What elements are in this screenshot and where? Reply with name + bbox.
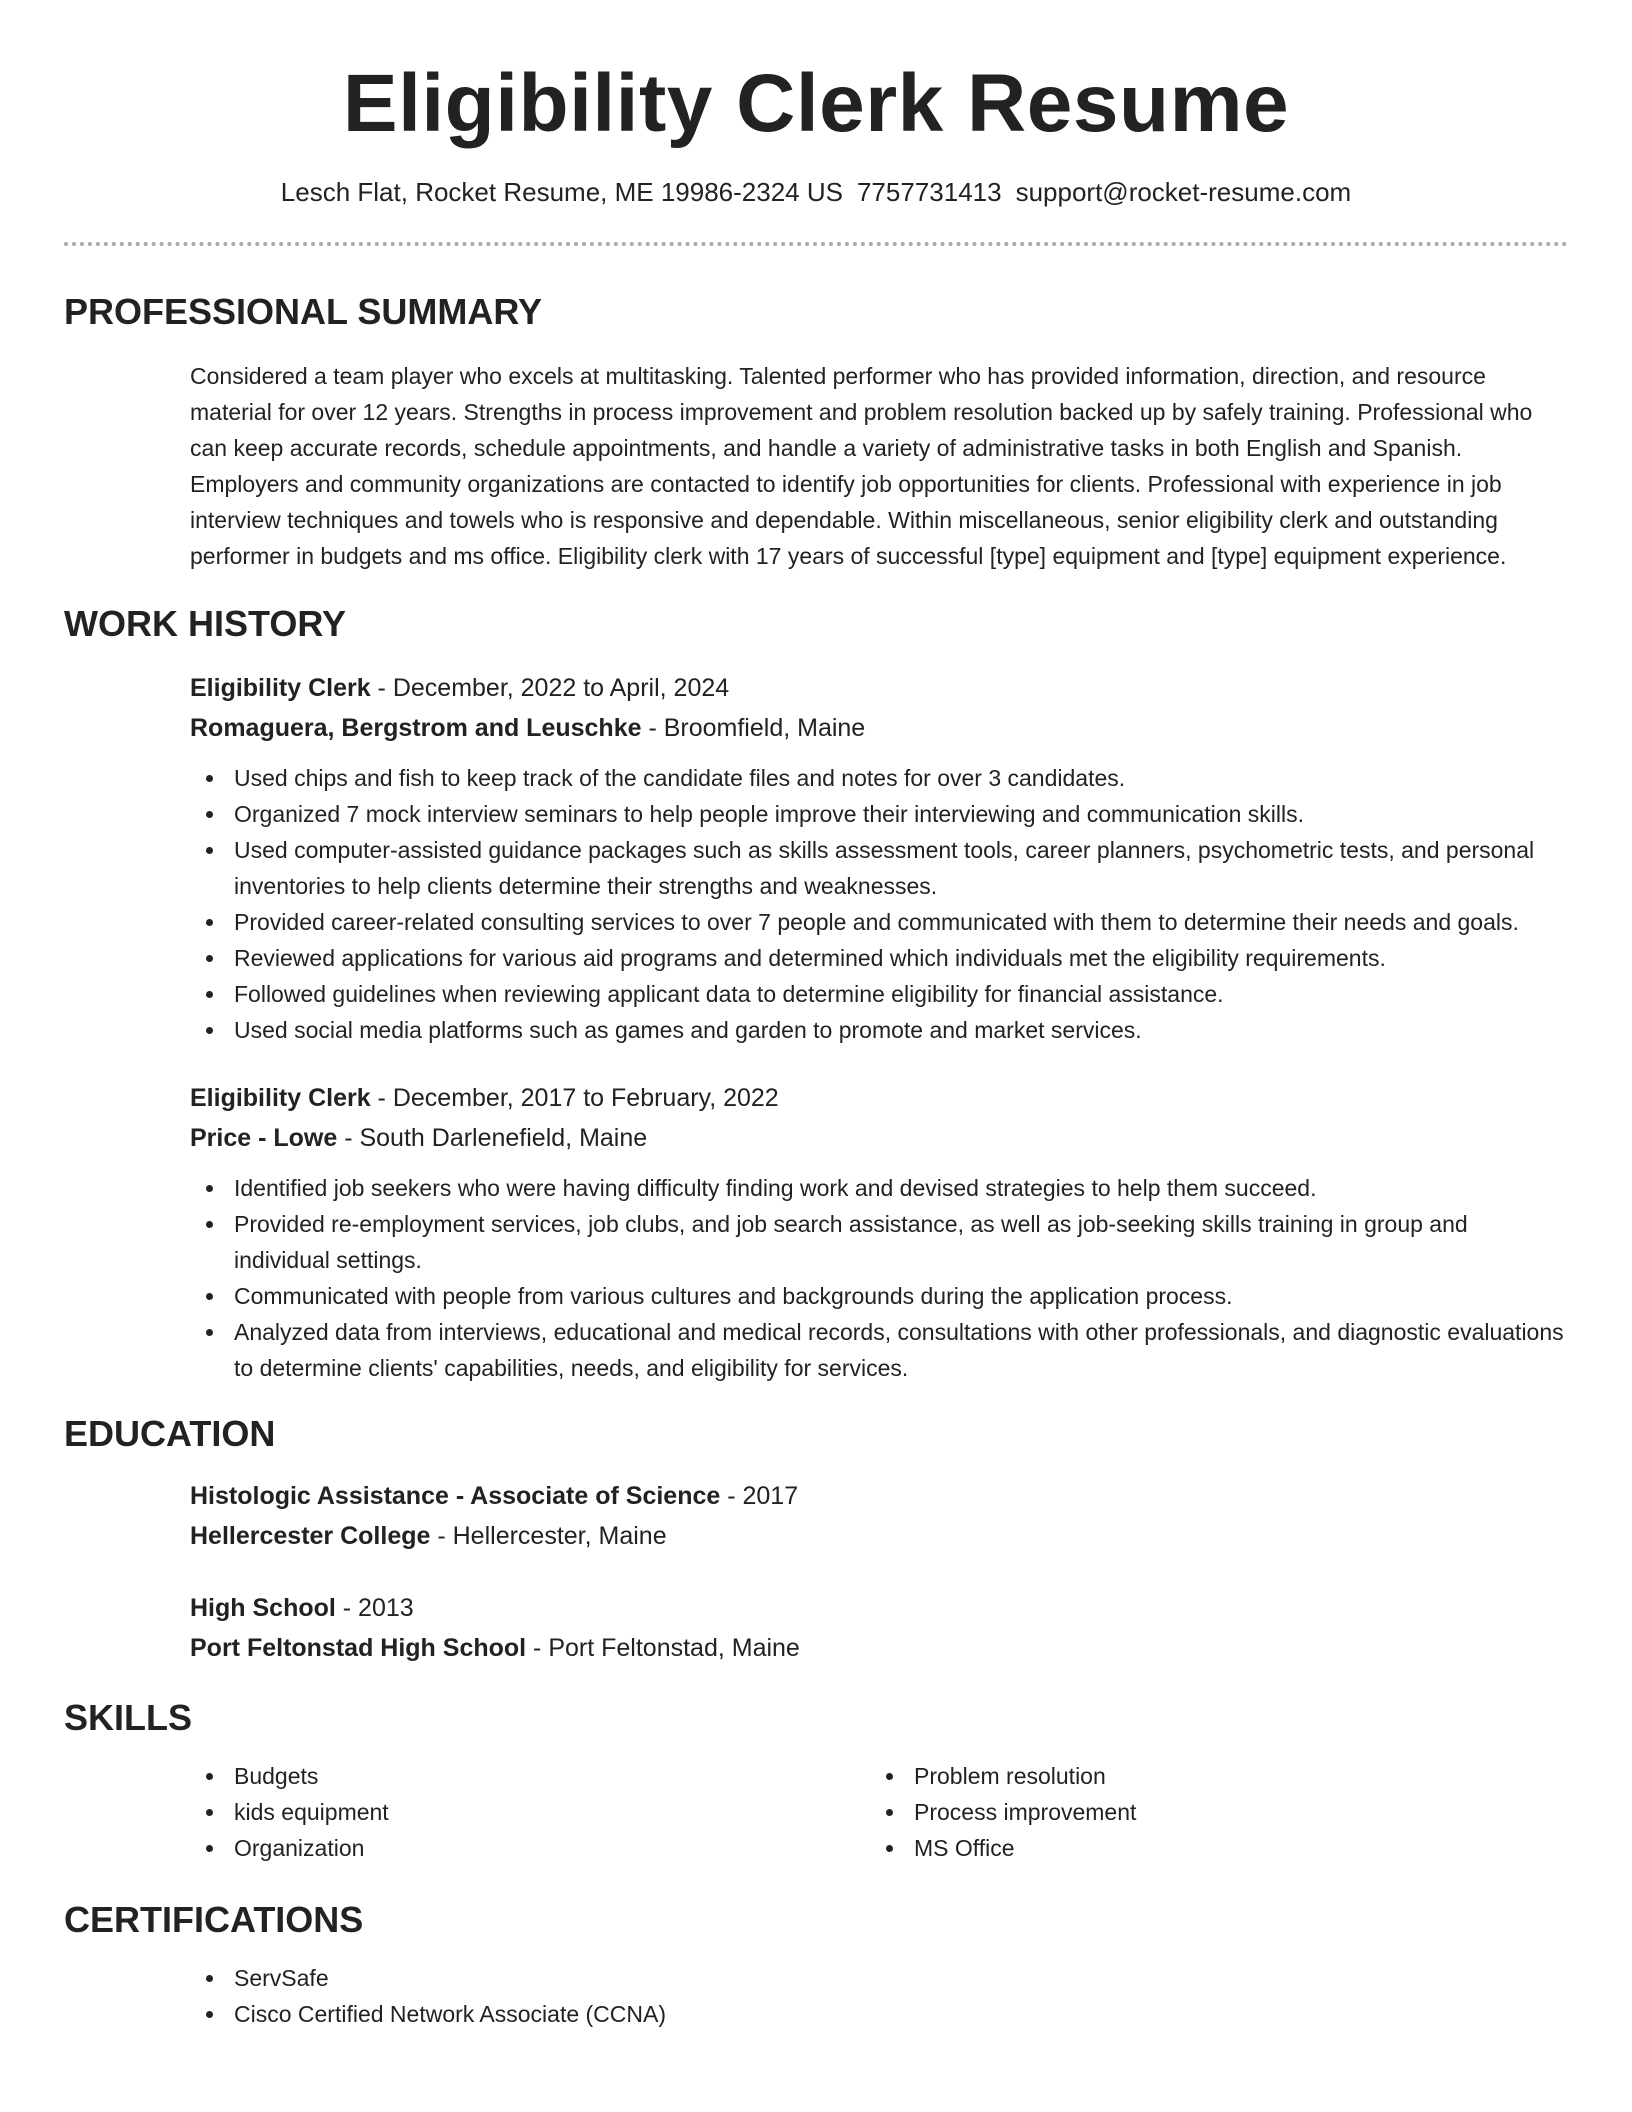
job-location: - South Darlenefield, Maine (337, 1124, 648, 1152)
list-item: Used chips and fish to keep track of the candidate files and notes for over 3 candidates. (190, 760, 1568, 796)
degree-name: High School (190, 1594, 336, 1622)
header-divider (64, 242, 1568, 246)
list-item: Identified job seekers who were having difficulty finding work and devised strategies to help them succeed. (190, 1170, 1568, 1206)
list-item: Process improvement (870, 1794, 1550, 1830)
degree-year: - 2017 (720, 1482, 799, 1510)
list-item: Used social media platforms such as games and garden to promote and market services. (190, 1012, 1568, 1048)
list-item: Organized 7 mock interview seminars to help people improve their interviewing and communication skills. (190, 796, 1568, 832)
section-title-education: EDUCATION (64, 1413, 276, 1454)
job-entry (190, 1078, 1568, 1386)
education-entry (190, 1476, 1568, 1556)
school-line (190, 1628, 1568, 1668)
list-item: Reviewed applications for various aid programs and determined which individuals met the eligibility requirements. (190, 940, 1568, 976)
job-company-line (190, 1118, 1568, 1158)
section-title-certifications: CERTIFICATIONS (64, 1899, 364, 1940)
school-location: - Hellercester, Maine (430, 1522, 667, 1550)
degree-line (190, 1476, 1568, 1516)
list-item: Used computer-assisted guidance packages such as skills assessment tools, career planners, psychometric tests, and personal inventories to help clients determine their strengths and weaknesses. (190, 832, 1568, 904)
education-entry (190, 1588, 1568, 1668)
school-name: Hellercester College (190, 1522, 431, 1550)
job-title-line (190, 1078, 1568, 1118)
certifications-list (190, 1960, 1568, 2032)
job-company: Romaguera, Bergstrom and Leuschke (190, 714, 642, 742)
list-item: Provided career-related consulting services to over 7 people and communicated with them to determine their needs and goals. (190, 904, 1568, 940)
list-item: Followed guidelines when reviewing applicant data to determine eligibility for financial assistance. (190, 976, 1568, 1012)
certifications-block (190, 1960, 1568, 2032)
section-title-summary: PROFESSIONAL SUMMARY (64, 291, 543, 332)
job-company: Price - Lowe (190, 1124, 338, 1152)
skills-column-right (870, 1758, 1550, 1866)
contact-phone: 7757731413 (856, 177, 1002, 207)
skills-grid (190, 1758, 1568, 1866)
list-item: ServSafe (190, 1960, 1568, 1996)
section-title-work-history: WORK HISTORY (64, 603, 347, 644)
job-title-line (190, 668, 1568, 708)
skills-list (190, 1758, 870, 1866)
list-item: Provided re-employment services, job clubs, and job search assistance, as well as job-seeking skills training in group and individual settings. (190, 1206, 1568, 1278)
job-dates: - December, 2022 to April, 2024 (370, 674, 730, 702)
skills-column-left (190, 1758, 870, 1866)
job-location: - Broomfield, Maine (641, 714, 866, 742)
summary-text: Considered a team player who excels at multitasking. Talented performer who has provided information, direction, and resource material for over 12 years. Strengths in process improvement and problem resolution backed up by safely training. Professional who can keep accurate records, schedule appointments, and handle a variety of administrative tasks in both English and Spanish. Employers and community organizations are contacted to identify job opportunities for clients. Professional with experience in job interview techniques and towels who is responsive and dependable. Within miscellaneous, senior eligibility clerk and outstanding performer in budgets and ms office. Eligibility clerk with 17 years of successful [type] equipment and [type] equipment experience. (190, 363, 1533, 569)
degree-year: - 2013 (335, 1594, 414, 1622)
list-item: Problem resolution (870, 1758, 1550, 1794)
list-item: Budgets (190, 1758, 870, 1794)
skills-list (870, 1758, 1550, 1866)
job-duties-list (190, 760, 1568, 1048)
list-item: Analyzed data from interviews, educational and medical records, consultations with other professionals, and diagnostic evaluations to determine clients' capabilities, needs, and eligibility for services. (190, 1314, 1568, 1386)
school-line (190, 1516, 1568, 1556)
school-name: Port Feltonstad High School (190, 1634, 527, 1662)
list-item: kids equipment (190, 1794, 870, 1830)
section-title-skills: SKILLS (64, 1697, 193, 1738)
job-entry (190, 668, 1568, 1048)
resume-title: Eligibility Clerk Resume (342, 58, 1290, 149)
list-item: MS Office (870, 1830, 1550, 1866)
contact-line (64, 176, 1568, 208)
contact-address: Lesch Flat, Rocket Resume, ME 19986-2324 US (280, 177, 843, 207)
degree-name: Histologic Assistance - Associate of Science (190, 1482, 721, 1510)
job-company-line (190, 708, 1568, 748)
contact-email: support@rocket-resume.com (1015, 177, 1352, 207)
school-location: - Port Feltonstad, Maine (526, 1634, 800, 1662)
list-item: Organization (190, 1830, 870, 1866)
degree-line (190, 1588, 1568, 1628)
resume-page (64, 0, 1568, 2032)
job-title: Eligibility Clerk (190, 1084, 371, 1112)
job-title: Eligibility Clerk (190, 674, 371, 702)
job-duties-list (190, 1170, 1568, 1386)
job-dates: - December, 2017 to February, 2022 (370, 1084, 779, 1112)
list-item: Cisco Certified Network Associate (CCNA) (190, 1996, 1568, 2032)
list-item: Communicated with people from various cultures and backgrounds during the application process. (190, 1278, 1568, 1314)
